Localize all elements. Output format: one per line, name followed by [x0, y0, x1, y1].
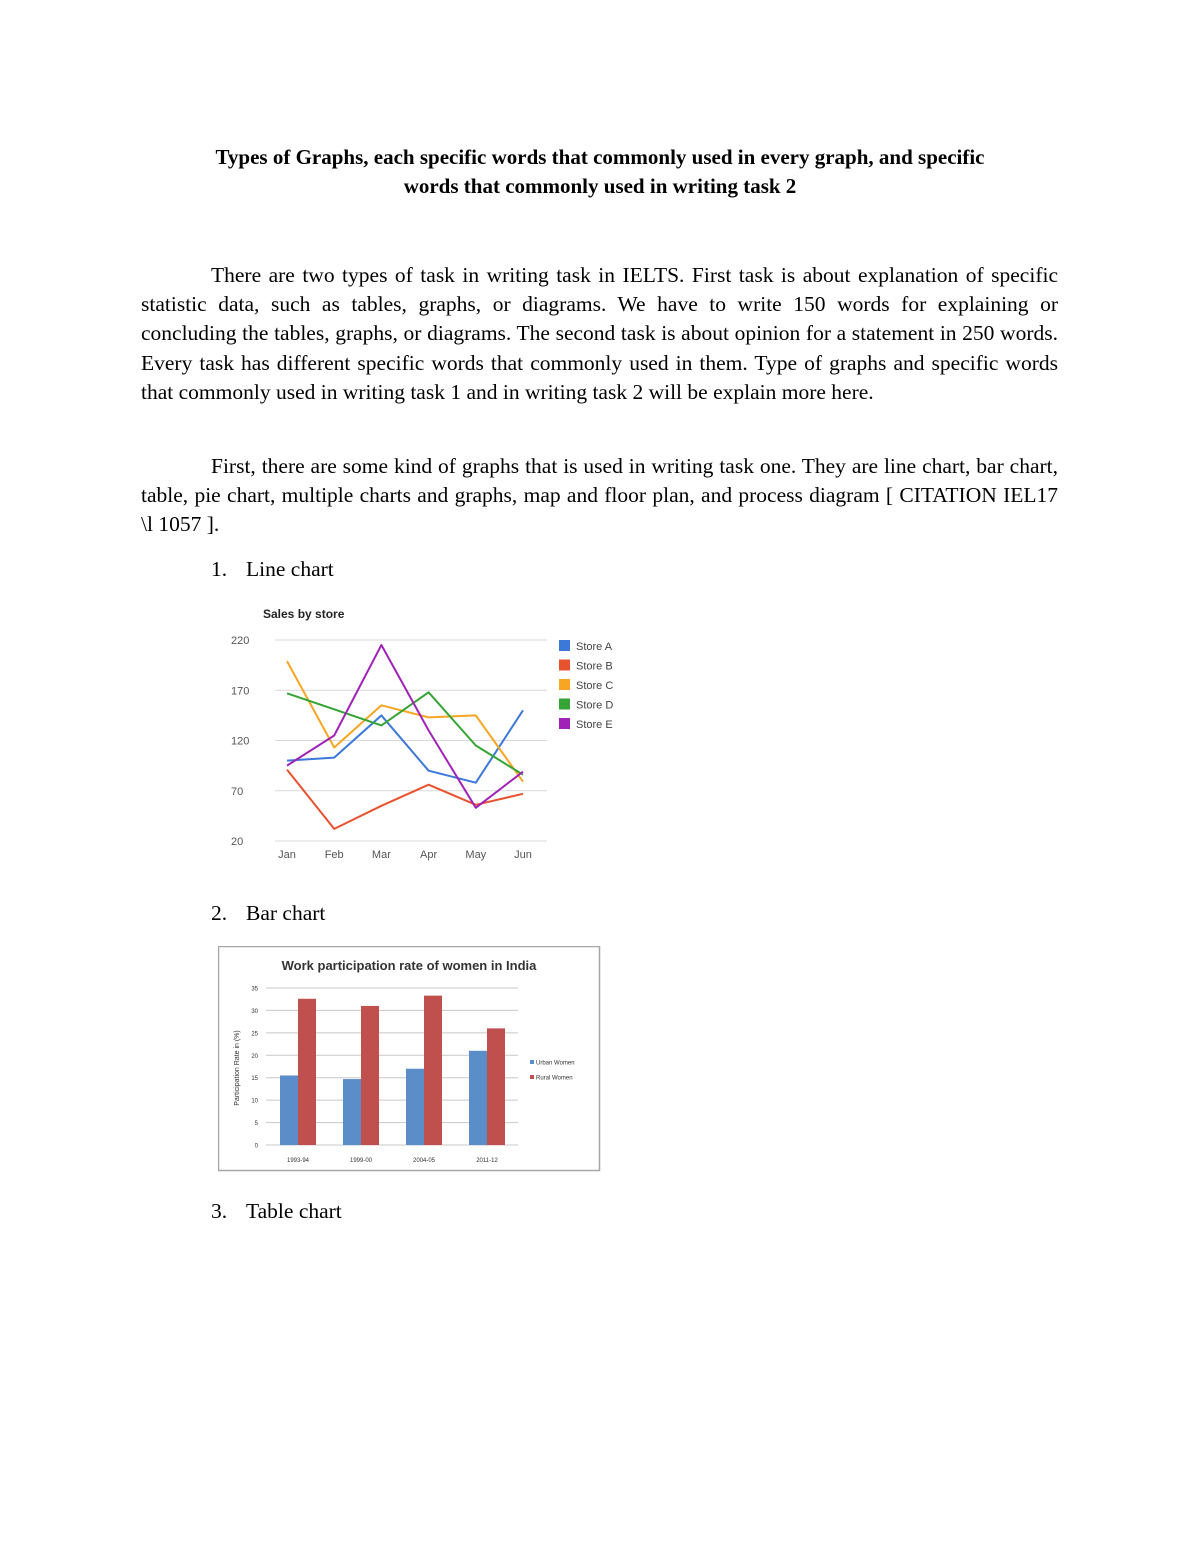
x-tick-label: Apr [420, 849, 438, 861]
y-tick-label: 30 [251, 1008, 258, 1015]
x-tick-label: 2011-12 [476, 1158, 498, 1164]
legend-swatch [559, 718, 570, 729]
y-tick-label: 170 [231, 685, 250, 698]
list-item [211, 1197, 342, 1225]
list-item-label: Bar chart [246, 901, 326, 925]
y-tick-label: 70 [231, 785, 244, 798]
bar-urban-women [280, 1075, 298, 1145]
y-axis-label: Participation Rate in (%) [234, 1030, 241, 1106]
y-tick-label: 220 [231, 635, 250, 647]
y-tick-label: 0 [254, 1143, 258, 1150]
list-item-number: 1. [211, 557, 228, 581]
legend-swatch [530, 1060, 534, 1064]
chart-title: Sales by store [263, 607, 345, 621]
y-tick-label: 120 [231, 735, 250, 748]
legend-label: Rural Women [536, 1075, 573, 1082]
y-tick-label: 35 [251, 986, 258, 993]
bar-rural-women [487, 1028, 505, 1145]
x-tick-label: 1999-00 [349, 1158, 373, 1164]
title-line-2: words that commonly used in writing task 2 [403, 174, 797, 198]
graph-types-paragraph: First, there are some kind of graphs that is used in writing task one. They are line chart, bar chart, table, pie chart, multiple charts and graphs, map and floor plan, and process diagram [ CITATION IEL17 \l 1057 ]. [141, 454, 1058, 537]
legend-label: Store E [576, 719, 613, 731]
legend-label: Store C [576, 680, 614, 692]
x-tick-label: 2004-05 [412, 1158, 436, 1164]
legend-swatch [559, 699, 570, 710]
x-tick-label: May [465, 849, 487, 861]
y-tick-label: 25 [251, 1031, 258, 1038]
legend-swatch [559, 640, 570, 651]
line-chart [225, 600, 635, 870]
x-tick-label: Jan [278, 849, 296, 861]
legend-swatch [559, 660, 570, 671]
y-tick-label: 15 [251, 1076, 258, 1083]
bar-urban-women [343, 1079, 361, 1145]
bar-rural-women [424, 996, 442, 1145]
series-line-store-a [287, 710, 523, 782]
legend-label: Store B [576, 660, 613, 673]
list-item-number: 2. [211, 901, 228, 925]
legend-label: Store D [576, 699, 614, 712]
y-tick-label: 20 [231, 836, 244, 848]
legend-swatch [559, 679, 570, 690]
bar-chart [218, 946, 601, 1172]
list-item [211, 555, 334, 583]
y-tick-label: 5 [254, 1121, 258, 1128]
x-tick-label: Mar [371, 849, 391, 861]
bar-urban-women [469, 1051, 487, 1145]
legend-swatch [530, 1075, 534, 1079]
list-item-number: 3. [211, 1199, 228, 1223]
bar-urban-women [406, 1069, 424, 1145]
page-title [140, 143, 1060, 201]
x-tick-label: 1993-94 [286, 1158, 310, 1164]
x-tick-label: Jun [514, 849, 532, 861]
list-item-label: Table chart [246, 1199, 342, 1223]
chart-title: Work participation rate of women in India [281, 958, 537, 973]
bar-rural-women [361, 1006, 379, 1145]
list-item [211, 899, 325, 927]
title-line-1: Types of Graphs, each specific words that commonly used in every graph, and specific [215, 145, 985, 169]
y-tick-label: 20 [251, 1053, 258, 1060]
bar-rural-women [298, 999, 316, 1145]
list-item-label: Line chart [246, 557, 334, 581]
legend-label: Store A [576, 641, 613, 653]
x-tick-label: Feb [324, 849, 344, 861]
y-tick-label: 10 [251, 1098, 258, 1105]
legend-label: Urban Women [536, 1060, 575, 1067]
intro-paragraph: There are two types of task in writing task in IELTS. First task is about explanation of specific statistic data, such as tables, graphs, or diagrams. We have to write 150 words for explaining or concluding the tables, graphs, or diagrams. The second task is about opinion for a statement in 250 words. Every task has different specific words that commonly used in them. Type of graphs and specific words that commonly used in writing task 1 and in writing task 2 will be explain more here. [141, 263, 1058, 404]
